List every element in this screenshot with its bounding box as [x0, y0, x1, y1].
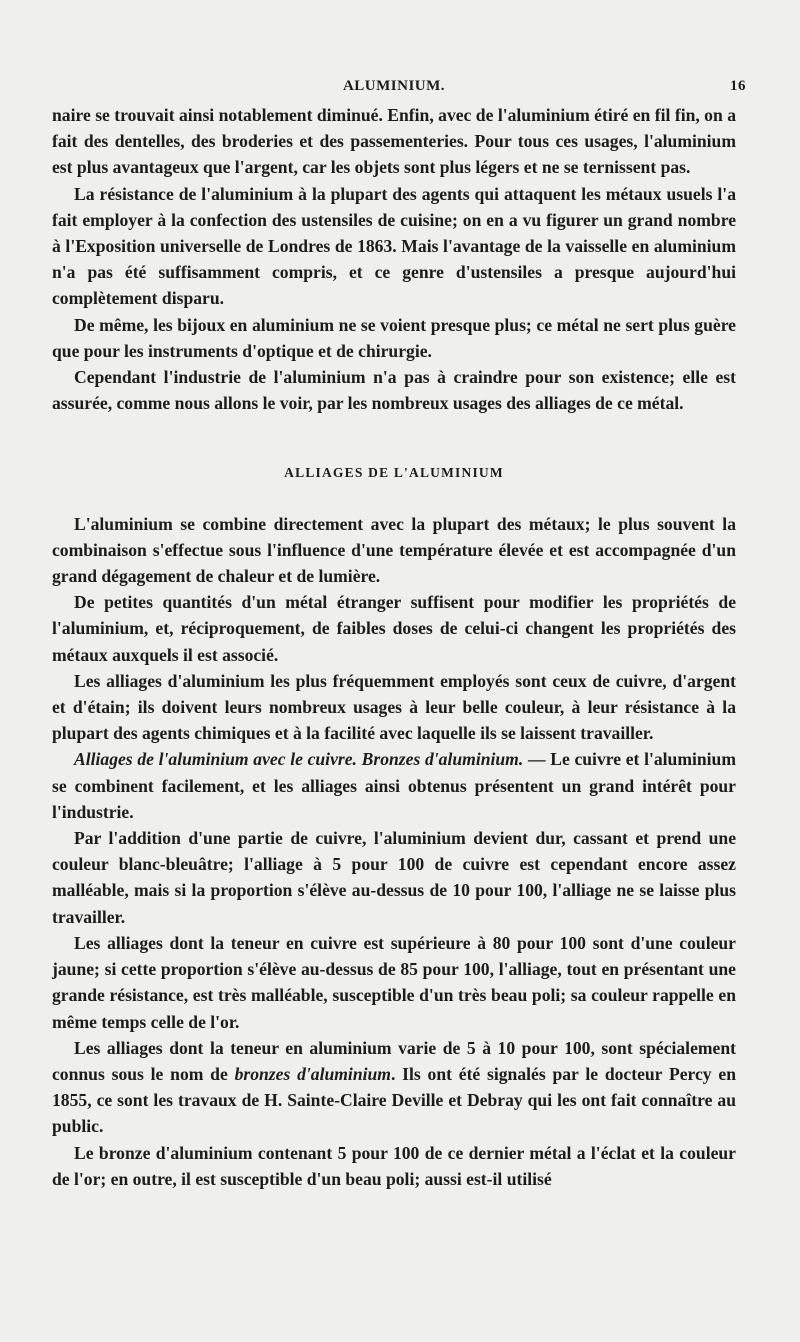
paragraph-petites-quantites: De petites quantités d'un métal étranger suffisent pour modifier les propriétés de l'aluminium, et, réciproquement, de faibles doses de celui-ci changent les propriétés des métaux auxquels il est associé.	[52, 592, 736, 665]
paragraph-combinaison: L'aluminium se combine directement avec la plupart des métaux; le plus souvent la combinaison s'effectue sous l'influence d'une température élevée et est accompagnée d'un grand dégagement de chaleur et de lumière.	[52, 513, 736, 587]
header-title: ALUMINIUM.	[342, 78, 446, 94]
bronzes-text-after: . Ils ont été signalés par le docteur Percy en 1855, ce sont les travaux de H. Sainte-Claire Deville et Debray qui les ont fait connaître au public.	[52, 1063, 736, 1137]
running-header	[52, 66, 746, 94]
subsection-title: Alliages de l'aluminium avec le cuivre. Bronzes d'aluminium.	[74, 749, 524, 770]
paragraph-addition-cuivre: Par l'addition d'une partie de cuivre, l'aluminium devient dur, cassant et prend une couleur blanc-bleuâtre; l'alliage à 5 pour 100 de cuivre est cependant encore assez malléable, mais si la proportion s'élève au-dessus de 10 pour 100, l'alliage ne se laisse plus travailler.	[52, 828, 736, 927]
paragraph-alliages-frequents: Les alliages d'aluminium les plus fréquemment employés sont ceux de cuivre, d'argent et d'étain; ils doivent leurs nombreux usages à leur belle couleur, à leur résistance à la plupart des agents chimiques et à la facilité avec laquelle ils se laissent travailler.	[52, 670, 736, 744]
section-heading: ALLIAGES DE L'ALUMINIUM	[284, 465, 504, 481]
bronzes-text-before: Les alliages dont la teneur en aluminium varie de 5 à 10 pour 100, sont spécialement connus sous le nom de	[52, 1037, 736, 1084]
paragraph-bijoux: De même, les bijoux en aluminium ne se voient presque plus; ce métal ne sert plus guère que pour les instruments d'optique et de chirurgie.	[52, 314, 736, 361]
page-number: 16	[730, 78, 746, 94]
subsection-text: — Le cuivre et l'aluminium se combinent facilement, et les alliages ainsi obtenus présentent un grand intérêt pour l'industrie.	[52, 749, 736, 822]
paragraph-resistance: La résistance de l'aluminium à la plupart des agents qui attaquent les métaux usuels l'a fait employer à la confection des ustensiles de cuisine; on en a vu figurer un grand nombre à l'Exposition universelle de Londres de 1863. Mais l'avantage de la vaisselle en aluminium n'a pas été suffisamment compris, et ce genre d'ustensiles a presque aujourd'hui complètement disparu.	[52, 183, 736, 309]
paragraph-industrie: Cependant l'industrie de l'aluminium n'a pas à craindre pour son existence; elle est assurée, comme nous allons le voir, par les nombreux usages des alliages de ce métal.	[52, 367, 736, 414]
paragraph-bronzes	[52, 1035, 736, 1140]
paragraph-continuation: naire se trouvait ainsi notablement diminué. Enfin, avec de l'aluminium étiré en fil fin, on a fait des dentelles, des broderies et des passementeries. Pour tous ces usages, l'aluminium est plus avantageux que l'argent, car les objets sont plus légers et ne se ternissent pas.	[52, 105, 736, 178]
bronzes-term: bronzes d'aluminium	[234, 1063, 391, 1084]
page-body	[52, 102, 736, 1192]
paragraph-subsection-cuivre	[52, 746, 736, 825]
paragraph-teneur-cuivre: Les alliages dont la teneur en cuivre est supérieure à 80 pour 100 sont d'une couleur jaune; si cette proportion s'élève au-dessus de 85 pour 100, l'alliage, tout en présentant une grande résistance, est très malléable, susceptible d'un très beau poli; sa couleur rappelle en même temps celle de l'or.	[52, 932, 736, 1032]
paragraph-last: Le bronze d'aluminium contenant 5 pour 100 de ce dernier métal a l'éclat et la couleur de l'or; en outre, il est susceptible d'un beau poli; aussi est-il utilisé	[52, 1142, 736, 1189]
